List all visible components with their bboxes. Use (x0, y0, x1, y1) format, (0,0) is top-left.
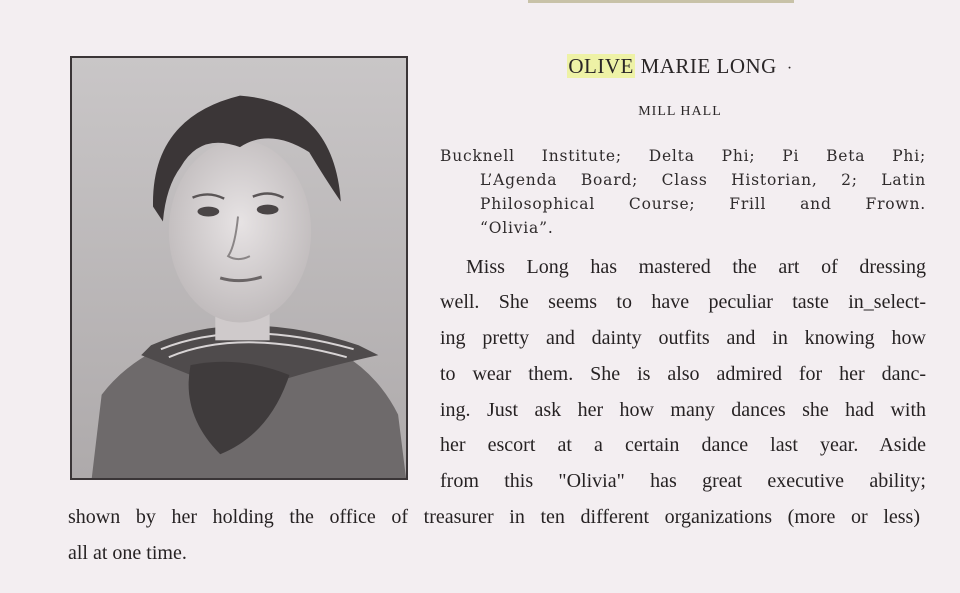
biography-line: well. She seems to have peculiar taste in_select- (440, 291, 926, 313)
affiliation-line: Bucknell Institute; Delta Phi; Pi Beta Phi; (440, 147, 926, 165)
biography-line: shown by her holding the office of treasurer in ten different organizations (more or less) (68, 506, 920, 528)
top-rule (528, 0, 794, 3)
biography-line: ing pretty and dainty outfits and in knowing how (440, 327, 926, 349)
portrait-photo (70, 56, 408, 480)
name-mark: · (786, 60, 793, 77)
affiliations (440, 144, 926, 240)
affiliation-line: L’Agenda Board; Class Historian, 2; Latin (480, 171, 926, 189)
affiliation-line: “Olivia”. (480, 219, 554, 237)
biography-line: Miss Long has mastered the art of dressing (466, 256, 926, 278)
last-names: MARIE LONG (640, 54, 777, 78)
affiliation-line: Philosophical Course; Frill and Frown. (480, 195, 926, 213)
biography-line: from this "Olivia" has great executive ability; (440, 470, 926, 492)
biography-line: ing. Just ask her how many dances she had with (440, 399, 926, 421)
student-name (440, 54, 920, 79)
biography-line: to wear them. She is also admired for her danc- (440, 363, 926, 385)
first-name: OLIVE (568, 54, 634, 78)
residence: MILL HALL (638, 104, 722, 119)
biography-line: her escort at a certain dance last year. Aside (440, 434, 926, 456)
biography-line: all at one time. (68, 542, 187, 564)
